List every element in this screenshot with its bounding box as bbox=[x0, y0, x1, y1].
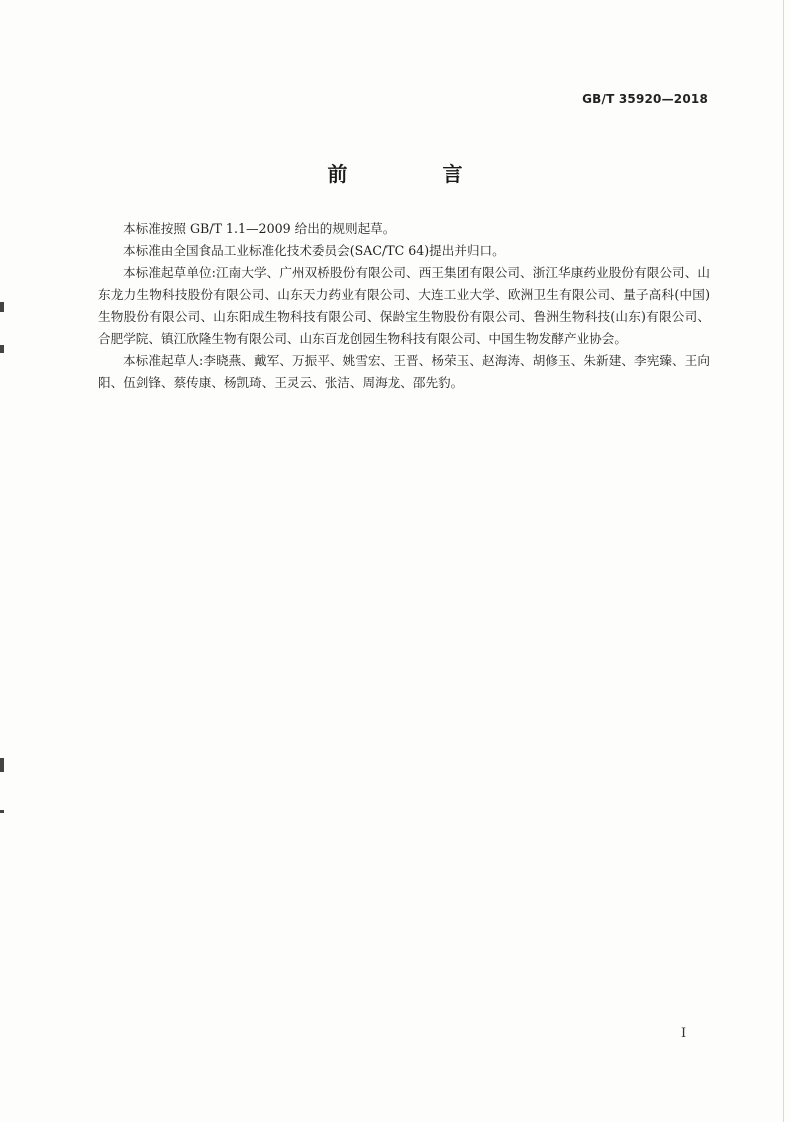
page-number: I bbox=[681, 1026, 687, 1041]
paragraph-drafting-rules: 本标准按照 GB/T 1.1—2009 给出的规则起草。 bbox=[123, 221, 396, 236]
foreword-body bbox=[98, 218, 710, 394]
scan-mark bbox=[0, 810, 4, 813]
paragraph-drafters: 本标准起草人:李晓燕、戴军、万振平、姚雪宏、王晋、杨荣玉、赵海涛、胡修玉、朱新建、李宪臻、王向阳、伍剑锋、蔡传康、杨凯琦、王灵云、张洁、周海龙、邵先豹。 bbox=[98, 353, 710, 390]
scan-mark bbox=[0, 302, 4, 312]
paragraph-proposer: 本标准由全国食品工业标准化技术委员会(SAC/TC 64)提出并归口。 bbox=[123, 243, 505, 258]
scan-mark bbox=[0, 345, 4, 353]
standard-code: GB/T 35920—2018 bbox=[582, 92, 708, 106]
page-title: 前 言 bbox=[327, 162, 507, 186]
paragraph-drafting-units: 本标准起草单位:江南大学、广州双桥股份有限公司、西王集团有限公司、浙江华康药业股份有限公司、山东龙力生物科技股份有限公司、山东天力药业有限公司、大连工业大学、欧洲卫生有限公司、量子高科(中国)生物股份有限公司、山东阳成生物科技有限公司、保龄宝生物股份有限公司、鲁洲生物科技(山东)有限公司、合肥学院、镇江欣隆生物有限公司、山东百龙创园生物科技有限公司、中国生物发酵产业协会。 bbox=[98, 265, 710, 346]
scan-mark bbox=[0, 758, 4, 772]
